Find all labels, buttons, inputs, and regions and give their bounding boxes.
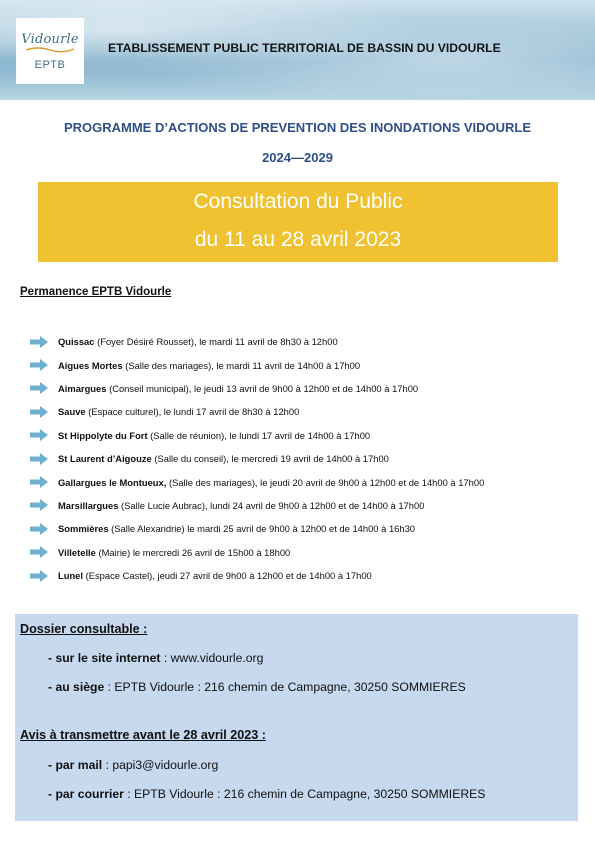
avis-courrier-line xyxy=(48,787,485,801)
item-detail: (Salle Lucie Aubrac), lundi 24 avril de 9h00 à 12h00 et de 14h00 à 17h00 xyxy=(118,499,425,511)
program-years: 2024—2029 xyxy=(262,150,333,165)
dossier-web-value: : www.vidourle.org xyxy=(160,651,264,665)
item-detail: (Salle des mariages), le mardi 11 avril de 14h00 à 17h00 xyxy=(122,359,361,371)
item-detail: (Conseil municipal), le jeudi 13 avril de 9h00 à 12h00 et de 14h00 à 17h00 xyxy=(106,382,419,394)
item-place: Villetelle xyxy=(58,546,96,558)
organisation-title: ETABLISSEMENT PUBLIC TERRITORIAL DE BASSIN DU VIDOURLE xyxy=(108,41,501,55)
dossier-web-label: - sur le site internet xyxy=(48,651,161,665)
dossier-title: Dossier consultable : xyxy=(20,622,148,636)
list-item xyxy=(30,377,590,400)
item-place: Lunel xyxy=(58,570,83,582)
logo-wordmark: Vidourle xyxy=(21,31,79,47)
arrow-right-icon xyxy=(30,453,48,465)
list-item xyxy=(30,447,590,470)
dossier-siege-line xyxy=(48,680,466,694)
arrow-right-icon xyxy=(30,523,48,535)
program-title: PROGRAMME D’ACTIONS DE PREVENTION DES INONDATIONS VIDOURLE xyxy=(63,120,532,135)
header-banner xyxy=(0,0,595,100)
wave-icon xyxy=(24,45,76,53)
item-place: St Hippolyte du Fort xyxy=(58,429,148,441)
arrow-right-icon xyxy=(30,359,48,371)
avis-title: Avis à transmettre avant le 28 avril 2023 : xyxy=(20,728,266,742)
arrow-right-icon xyxy=(30,382,48,394)
consultation-banner xyxy=(38,182,558,262)
list-item xyxy=(30,517,590,540)
list-item xyxy=(30,424,590,447)
avis-mail-line xyxy=(48,758,218,772)
info-box xyxy=(15,614,578,821)
arrow-right-icon xyxy=(30,476,48,488)
arrow-right-icon xyxy=(30,429,48,441)
list-item xyxy=(30,494,590,517)
arrow-right-icon xyxy=(30,570,48,582)
item-place: St Laurent d’Aigouze xyxy=(58,453,152,465)
avis-courrier-label: - par courrier xyxy=(48,787,124,801)
list-item xyxy=(30,330,590,353)
list-item xyxy=(30,541,590,564)
item-place: Sauve xyxy=(58,406,86,418)
list-item xyxy=(30,470,590,493)
item-detail: (Salle Alexandrie) le mardi 25 avril de 9h00 à 12h00 et de 14h00 à 16h30 xyxy=(108,523,416,535)
list-item xyxy=(30,564,590,587)
list-item xyxy=(30,353,590,376)
banner-line-2: du 11 au 28 avril 2023 xyxy=(194,228,402,251)
arrow-right-icon xyxy=(30,336,48,348)
item-place: Sommières xyxy=(58,523,109,535)
logo-subtitle: EPTB xyxy=(34,58,66,71)
avis-courrier-value: : EPTB Vidourle : 216 chemin de Campagne, 30250 SOMMIERES xyxy=(123,787,486,801)
banner-line-1: Consultation du Public xyxy=(193,190,403,213)
permanence-title: Permanence EPTB Vidourle xyxy=(20,286,172,298)
arrow-right-icon xyxy=(30,499,48,511)
item-place: Aimargues xyxy=(58,382,107,394)
item-detail: (Espace culturel), le lundi 17 avril de 8h30 à 12h00 xyxy=(85,406,300,418)
eptb-logo xyxy=(16,18,84,84)
item-detail: (Foyer Désiré Rousset), le mardi 11 avril de 8h30 à 12h00 xyxy=(94,336,338,348)
dossier-siege-value: : EPTB Vidourle : 216 chemin de Campagne, 30250 SOMMIERES xyxy=(104,680,466,694)
dossier-siege-label: - au siège xyxy=(48,680,105,694)
dossier-web-line xyxy=(48,651,263,665)
item-detail: (Salle des mariages), le jeudi 20 avril de 9h00 à 12h00 et de 14h00 à 17h00 xyxy=(166,476,485,488)
list-item xyxy=(30,400,590,423)
arrow-right-icon xyxy=(30,546,48,558)
avis-mail-label: - par mail xyxy=(48,758,103,772)
arrow-right-icon xyxy=(30,406,48,418)
item-place: Aigues Mortes xyxy=(58,359,123,371)
item-detail: (Espace Castel), jeudi 27 avril de 9h00 à 12h00 et de 14h00 à 17h00 xyxy=(83,570,372,582)
item-detail: (Mairie) le mercredi 26 avril de 15h00 à 18h00 xyxy=(95,546,291,558)
avis-mail-value: : papi3@vidourle.org xyxy=(102,758,219,772)
item-place: Marsillargues xyxy=(58,499,119,511)
item-place: Quissac xyxy=(58,336,95,348)
item-detail: (Salle de réunion), le lundi 17 avril de 14h00 à 17h00 xyxy=(147,429,371,441)
item-place: Gallargues le Montueux, xyxy=(58,476,167,488)
permanence-list xyxy=(30,330,590,587)
item-detail: (Salle du conseil), le mercredi 19 avril de 14h00 à 17h00 xyxy=(151,453,389,465)
